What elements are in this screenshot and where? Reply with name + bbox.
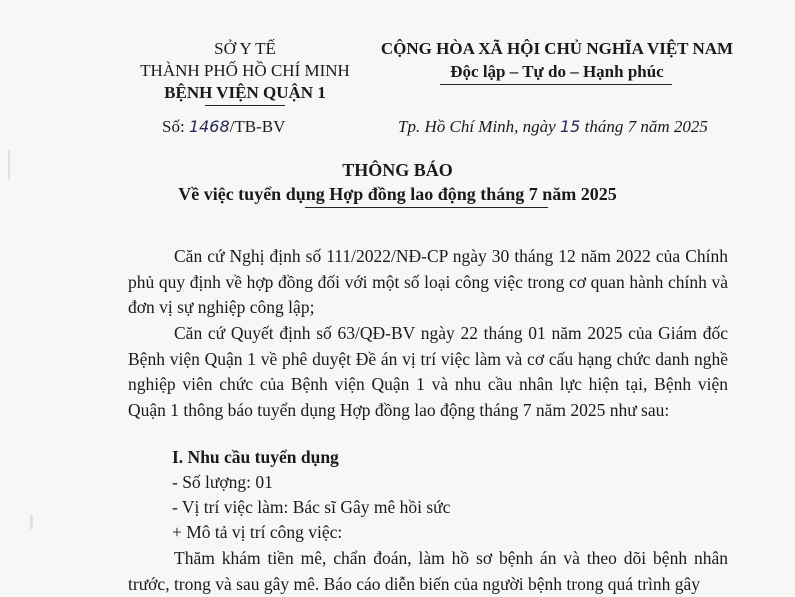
paragraph-2 — [128, 321, 728, 423]
paragraph-3-text: Thăm khám tiền mê, chẩn đoán, làm hồ sơ bệnh án và theo dõi bệnh nhân trước, trong và sau gây mê. Báo cáo diễn biến của người bệnh trong quá trình gây — [128, 548, 728, 594]
doc-title: THÔNG BÁO — [342, 160, 453, 180]
paragraph-3 — [128, 546, 728, 597]
date-line — [398, 117, 708, 137]
paragraph-1-text: Căn cứ Nghị định số 111/2022/NĐ-CP ngày 30 tháng 12 năm 2022 của Chính phủ quy định về hợp đồng đối với một số loại công việc trong cơ quan hành chính và đơn vị sự nghiệp công lập; — [128, 246, 728, 317]
header-right-line2: Độc lập – Tự do – Hạnh phúc — [450, 62, 664, 81]
header-left-line2: THÀNH PHỐ HỒ CHÍ MINH — [140, 61, 350, 80]
date-prefix: Tp. Hồ Chí Minh, ngày — [398, 117, 560, 136]
item-quantity: - Số lượng: 01 — [172, 472, 273, 492]
date-suffix: tháng 7 năm 2025 — [580, 117, 708, 136]
doc-number — [162, 117, 285, 137]
scan-speck — [8, 150, 10, 180]
scan-speck — [30, 515, 33, 529]
paragraph-2-text: Căn cứ Quyết định số 63/QĐ-BV ngày 22 tháng 01 năm 2025 của Giám đốc Bệnh viện Quận 1 về phê duyệt Đề án vị trí việc làm và cơ cấu hạng chức danh nghề nghiệp viên chức của Bệnh viện Quận 1 và nhu cầu nhân lực hiện tại, Bệnh viện Quận 1 thông báo tuyển dụng Hợp đồng lao động tháng 7 năm 2025 như sau: — [128, 323, 728, 420]
doc-number-handwritten: 1468 — [188, 117, 230, 136]
header-right-underline — [440, 84, 672, 85]
section-1-heading: I. Nhu cầu tuyển dụng — [172, 447, 339, 467]
header-right-line1: CỘNG HÒA XÃ HỘI CHỦ NGHĨA VIỆT NAM — [380, 39, 734, 58]
item-description-label: + Mô tả vị trí công việc: — [172, 522, 343, 542]
header-left-line1: SỞ Y TẾ — [214, 39, 276, 58]
subtitle-underline — [305, 207, 548, 208]
header-left-line3: BỆNH VIỆN QUẬN 1 — [164, 83, 326, 102]
item-position: - Vị trí việc làm: Bác sĩ Gây mê hồi sức — [172, 497, 451, 517]
doc-number-prefix: Số: — [162, 117, 189, 136]
paragraph-1 — [128, 244, 728, 321]
date-handwritten-day: 15 — [559, 117, 581, 136]
doc-number-suffix: /TB-BV — [229, 117, 286, 136]
doc-subtitle: Về việc tuyển dụng Hợp đồng lao động tháng 7 năm 2025 — [178, 184, 617, 204]
header-left-underline — [205, 105, 285, 106]
